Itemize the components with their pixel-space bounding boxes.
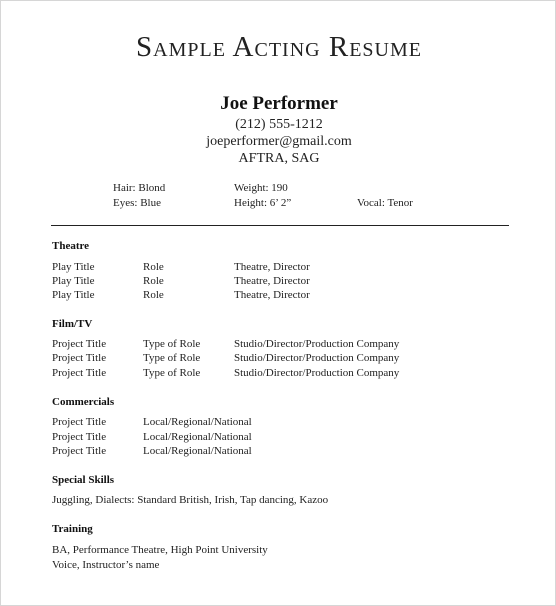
special-skills-text: Juggling, Dialects: Standard British, Irish, Tap dancing, Kazoo	[52, 494, 329, 506]
section-heading-special-skills: Special Skills	[52, 474, 115, 486]
theatre-row-2-title: Play Title	[52, 275, 95, 287]
header-divider	[51, 225, 509, 226]
theatre-row-3-role: Role	[143, 289, 164, 301]
theatre-row-2-venue: Theatre, Director	[234, 275, 310, 287]
theatre-row-3-venue: Theatre, Director	[234, 289, 310, 301]
stat-hair: Hair: Blond	[113, 182, 166, 194]
stat-height: Height: 6’ 2”	[234, 197, 292, 209]
commercial-row-1-title: Project Title	[52, 416, 107, 428]
phone-number: (212) 555-1212	[235, 117, 323, 132]
section-heading-training: Training	[52, 523, 93, 535]
stat-weight: Weight: 190	[234, 182, 288, 194]
film-row-2-company: Studio/Director/Production Company	[234, 352, 400, 364]
stat-vocal: Vocal: Tenor	[357, 197, 413, 209]
film-row-2-title: Project Title	[52, 352, 107, 364]
commercial-row-2-title: Project Title	[52, 431, 107, 443]
commercial-row-1-market: Local/Regional/National	[143, 416, 252, 428]
commercial-row-3-market: Local/Regional/National	[143, 445, 252, 457]
film-row-3-company: Studio/Director/Production Company	[234, 367, 400, 379]
film-row-2-role: Type of Role	[143, 352, 201, 364]
commercial-row-2-market: Local/Regional/National	[143, 431, 252, 443]
film-row-1-title: Project Title	[52, 338, 107, 350]
film-row-3-role: Type of Role	[143, 367, 201, 379]
commercial-row-3-title: Project Title	[52, 445, 107, 457]
stat-eyes: Eyes: Blue	[113, 197, 161, 209]
section-heading-theatre: Theatre	[52, 240, 90, 252]
email-address: joeperformer@gmail.com	[206, 134, 352, 149]
section-heading-film-tv: Film/TV	[52, 318, 93, 330]
theatre-row-2-role: Role	[143, 275, 164, 287]
film-row-1-role: Type of Role	[143, 338, 201, 350]
theatre-row-1-role: Role	[143, 261, 164, 273]
section-heading-commercials: Commercials	[52, 396, 115, 408]
theatre-row-1-venue: Theatre, Director	[234, 261, 310, 273]
union-affiliations: AFTRA, SAG	[238, 151, 320, 166]
training-line-1: BA, Performance Theatre, High Point University	[52, 544, 268, 556]
training-line-2: Voice, Instructor’s name	[52, 559, 160, 571]
theatre-row-3-title: Play Title	[52, 289, 95, 301]
film-row-3-title: Project Title	[52, 367, 107, 379]
performer-name: Joe Performer	[220, 93, 338, 114]
film-row-1-company: Studio/Director/Production Company	[234, 338, 400, 350]
document-title: Sample Acting Resume	[136, 31, 422, 63]
theatre-row-1-title: Play Title	[52, 261, 95, 273]
